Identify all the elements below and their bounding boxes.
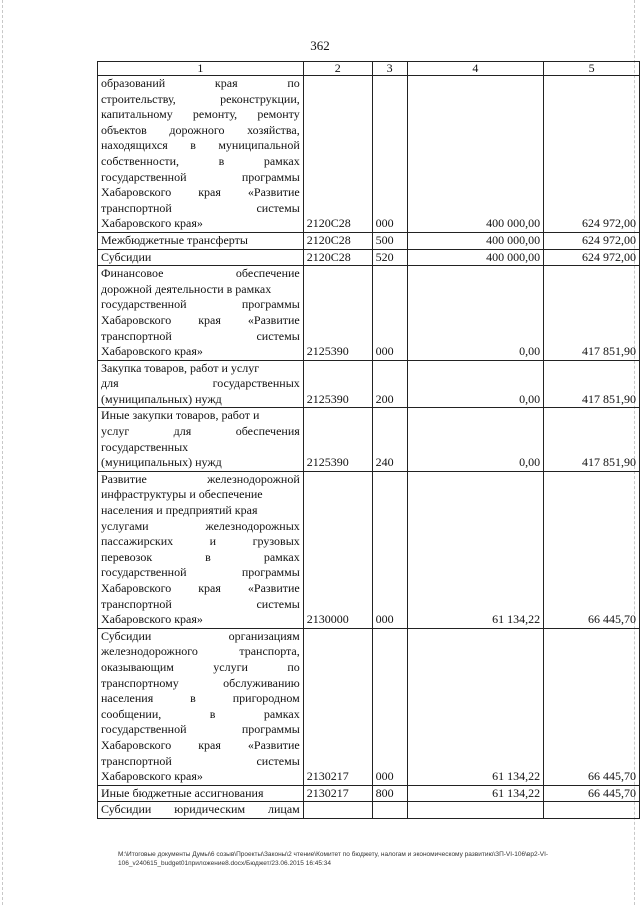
- description-line: [101, 597, 300, 613]
- footer-line-1: М:\Итоговые документы Думы\6 созыв\Проекты\Законы\2 чтение\Комитет по бюджету, налогам и экономическому развитию\ЗП-VI-106\вр2-VI-: [118, 851, 549, 858]
- description-word: программы: [241, 565, 300, 580]
- description-word: системы: [256, 200, 300, 215]
- description-word: ремонту,: [192, 107, 238, 122]
- description-word: в: [218, 153, 225, 168]
- table-row: [98, 785, 640, 802]
- description-word: «Развитие: [247, 737, 300, 752]
- description-word: края: [198, 312, 221, 327]
- description-line: [101, 581, 300, 597]
- column-header-4: 4: [407, 62, 544, 76]
- amount-column-5: 624 972,00: [544, 76, 640, 233]
- description-line: [101, 376, 300, 392]
- description-line: [101, 738, 300, 754]
- description-word: железнодорожных: [205, 518, 300, 533]
- amount-column-5: 66 445,70: [544, 628, 640, 785]
- amount-column-5: 624 972,00: [544, 232, 640, 249]
- description-word: обслуживанию: [223, 675, 300, 690]
- amount-column-5: 66 445,70: [544, 471, 640, 628]
- description-word: инфраструктуры и обеспечение: [101, 487, 263, 502]
- description-word: рамках: [263, 549, 300, 564]
- description-word: программы: [241, 297, 300, 312]
- amount-column-4: 61 134,22: [407, 628, 544, 785]
- description-word: Субсидии: [101, 802, 152, 817]
- description-line: [101, 250, 300, 266]
- description-line: [101, 154, 300, 170]
- description-word: лицам: [267, 802, 300, 817]
- description-word: края: [198, 185, 221, 200]
- target-article-code: 2125390: [303, 266, 372, 361]
- description-word: Субсидии: [101, 249, 152, 264]
- description-line: [101, 487, 300, 503]
- description-word: государственных: [101, 439, 189, 454]
- expense-type-code: 500: [372, 232, 407, 249]
- description-line: [101, 138, 300, 154]
- description-word: системы: [256, 596, 300, 611]
- description-word: пригородном: [232, 691, 300, 706]
- target-article-code: 2130217: [303, 628, 372, 785]
- description-word: программы: [241, 722, 300, 737]
- description-word: государственной: [101, 565, 187, 580]
- description-word: Иные закупки товаров, работ и: [101, 408, 260, 423]
- description-line: [101, 408, 300, 424]
- expense-type-code: 000: [372, 628, 407, 785]
- description-word: государственной: [101, 169, 187, 184]
- description-word: государственной: [101, 722, 187, 737]
- row-description: [98, 628, 304, 785]
- description-line: [101, 691, 300, 707]
- description-word: услуги: [213, 659, 248, 674]
- description-line: [101, 722, 300, 738]
- row-description: [98, 360, 304, 408]
- description-word: хозяйства,: [247, 122, 300, 137]
- description-word: для: [101, 376, 119, 391]
- amount-column-4: 61 134,22: [407, 785, 544, 802]
- row-description: [98, 802, 304, 819]
- row-description: [98, 408, 304, 471]
- row-description: [98, 266, 304, 361]
- file-path-footer: [118, 851, 618, 868]
- table-row: [98, 471, 640, 628]
- description-word: Иные бюджетные ассигнования: [101, 785, 264, 800]
- description-word: Хабаровского края»: [101, 612, 203, 627]
- description-line: [101, 107, 300, 123]
- description-word: для: [173, 424, 192, 439]
- table-row: [98, 360, 640, 408]
- description-word: собственности,: [101, 153, 180, 168]
- description-word: Субсидии: [101, 628, 152, 643]
- description-line: [101, 266, 300, 282]
- description-word: населения: [101, 691, 154, 706]
- expense-type-code: 200: [372, 360, 407, 408]
- description-line: [101, 786, 300, 802]
- description-word: Развитие: [101, 471, 147, 486]
- description-word: системы: [256, 328, 300, 343]
- description-word: края: [198, 581, 221, 595]
- description-word: железнодорожного: [101, 644, 198, 659]
- description-word: Хабаровского края»: [101, 216, 203, 231]
- description-line: [101, 392, 300, 408]
- column-header-2: 2: [303, 62, 372, 76]
- footer-line-2: 106_v240615_budget01приложение8.docx/Бюджет/23.06.2015 16:45:34: [118, 859, 332, 867]
- description-line: [101, 802, 300, 818]
- description-word: (муниципальных) нужд: [101, 455, 222, 470]
- target-article-code: 2130000: [303, 471, 372, 628]
- table-row: [98, 802, 640, 819]
- description-line: [101, 565, 300, 581]
- description-line: [101, 233, 300, 249]
- description-line: [101, 92, 300, 108]
- description-line: [101, 455, 300, 471]
- expense-type-code: 240: [372, 408, 407, 471]
- description-word: «Развитие: [247, 185, 300, 200]
- target-article-code: [303, 802, 372, 819]
- description-line: [101, 361, 300, 377]
- target-article-code: 2125390: [303, 408, 372, 471]
- amount-column-4: 400 000,00: [407, 76, 544, 233]
- description-line: [101, 644, 300, 660]
- description-word: юридическим: [174, 802, 246, 817]
- expense-type-code: [372, 802, 407, 819]
- description-line: [101, 297, 300, 313]
- description-word: края: [198, 737, 221, 752]
- description-word: перевозок: [101, 549, 153, 564]
- description-word: обеспечения: [235, 424, 300, 439]
- description-line: [101, 534, 300, 550]
- row-description: [98, 232, 304, 249]
- description-word: транспортной: [101, 328, 172, 343]
- description-word: рамках: [263, 153, 300, 168]
- description-word: железнодорожной: [207, 471, 300, 486]
- description-line: [101, 424, 300, 440]
- amount-column-5: 417 851,90: [544, 266, 640, 361]
- description-word: дорожного: [169, 122, 225, 137]
- budget-table: [97, 61, 640, 819]
- table-row: [98, 76, 640, 233]
- description-line: [101, 676, 300, 692]
- description-line: [101, 612, 300, 628]
- description-word: сообщении,: [101, 706, 162, 721]
- description-word: и: [209, 534, 217, 549]
- description-word: Финансовое: [101, 266, 164, 281]
- amount-column-4: 400 000,00: [407, 249, 544, 266]
- description-word: капитальному: [101, 107, 173, 122]
- description-line: [101, 329, 300, 345]
- table-row: [98, 232, 640, 249]
- description-word: транспорта,: [239, 644, 300, 659]
- description-line: [101, 440, 300, 456]
- description-line: [101, 185, 300, 201]
- description-word: населения и предприятий края: [101, 503, 258, 518]
- description-word: «Развитие: [247, 312, 300, 327]
- description-word: транспортному: [101, 675, 179, 690]
- description-word: Хабаровского: [101, 312, 172, 327]
- row-description: [98, 76, 304, 233]
- expense-type-code: 800: [372, 785, 407, 802]
- description-line: [101, 216, 300, 232]
- description-word: транспортной: [101, 200, 172, 215]
- amount-column-5: 624 972,00: [544, 249, 640, 266]
- description-word: Закупка товаров, работ и услуг: [101, 360, 260, 375]
- amount-column-5: [544, 802, 640, 819]
- description-word: находящихся: [101, 138, 168, 153]
- description-word: в: [190, 691, 196, 706]
- description-word: организациям: [228, 628, 300, 643]
- description-word: ремонту: [257, 107, 300, 122]
- description-word: объектов: [101, 122, 147, 137]
- row-description: [98, 471, 304, 628]
- description-word: Хабаровского края»: [101, 769, 203, 784]
- amount-column-4: 0,00: [407, 408, 544, 471]
- expense-type-code: 520: [372, 249, 407, 266]
- expense-type-code: 000: [372, 76, 407, 233]
- expense-type-code: 000: [372, 471, 407, 628]
- description-word: Межбюджетные трансферты: [101, 232, 248, 247]
- amount-column-4: 61 134,22: [407, 471, 544, 628]
- description-word: Хабаровского края»: [101, 344, 203, 359]
- description-line: [101, 550, 300, 566]
- description-line: [101, 754, 300, 770]
- amount-column-5: 66 445,70: [544, 785, 640, 802]
- amount-column-4: 0,00: [407, 266, 544, 361]
- column-header-5: 5: [544, 62, 640, 76]
- description-word: муниципальной: [218, 138, 300, 153]
- description-word: по: [287, 76, 300, 90]
- column-header-3: 3: [372, 62, 407, 76]
- description-word: государственной: [101, 297, 187, 312]
- description-word: по: [287, 659, 300, 674]
- column-header-1: 1: [98, 62, 304, 76]
- description-word: пассажирских: [101, 534, 174, 549]
- row-description: [98, 785, 304, 802]
- target-article-code: 2120С28: [303, 76, 372, 233]
- description-word: образований: [101, 76, 166, 90]
- amount-column-4: 0,00: [407, 360, 544, 408]
- target-article-code: 2120С28: [303, 249, 372, 266]
- description-line: [101, 472, 300, 488]
- description-line: [101, 313, 300, 329]
- description-word: грузовых: [252, 534, 300, 549]
- description-word: системы: [256, 753, 300, 768]
- description-word: в: [190, 138, 196, 153]
- target-article-code: 2125390: [303, 360, 372, 408]
- description-line: [101, 519, 300, 535]
- description-line: [101, 707, 300, 723]
- description-word: в: [209, 706, 216, 721]
- description-line: [101, 282, 300, 298]
- expense-type-code: 000: [372, 266, 407, 361]
- target-article-code: 2130217: [303, 785, 372, 802]
- table-header-row: [98, 62, 640, 76]
- table-row: [98, 249, 640, 266]
- description-line: [101, 344, 300, 360]
- description-line: [101, 769, 300, 785]
- description-word: транспортной: [101, 596, 172, 611]
- description-word: строительству,: [101, 91, 176, 106]
- description-word: рамках: [263, 706, 300, 721]
- description-word: Хабаровского: [101, 185, 172, 200]
- row-description: [98, 249, 304, 266]
- page-number: 362: [310, 38, 330, 53]
- table-row: [98, 628, 640, 785]
- table-row: [98, 408, 640, 471]
- description-word: обеспечение: [235, 266, 300, 281]
- description-word: оказывающим: [101, 659, 174, 674]
- description-word: реконструкции,: [220, 91, 300, 106]
- description-line: [101, 660, 300, 676]
- description-word: услугами: [101, 518, 149, 533]
- description-word: транспортной: [101, 753, 172, 768]
- description-line: [101, 76, 300, 92]
- amount-column-5: 417 851,90: [544, 360, 640, 408]
- description-line: [101, 503, 300, 519]
- description-word: «Развитие: [247, 581, 300, 595]
- description-word: края: [214, 76, 238, 90]
- description-word: в: [205, 549, 211, 564]
- amount-column-5: 417 851,90: [544, 408, 640, 471]
- description-line: [101, 629, 300, 645]
- amount-column-4: [407, 802, 544, 819]
- amount-column-4: 400 000,00: [407, 232, 544, 249]
- table-row: [98, 266, 640, 361]
- description-word: услуг: [101, 424, 130, 439]
- description-line: [101, 170, 300, 186]
- description-word: дорожной деятельности в рамках: [101, 281, 272, 296]
- description-line: [101, 123, 300, 139]
- target-article-code: 2120С28: [303, 232, 372, 249]
- description-word: государственных: [212, 376, 300, 391]
- description-word: программы: [241, 169, 300, 184]
- description-line: [101, 201, 300, 217]
- description-word: Хабаровского: [101, 737, 172, 752]
- description-word: Хабаровского: [101, 581, 172, 595]
- description-word: (муниципальных) нужд: [101, 391, 222, 406]
- scan-edge-left: [2, 0, 4, 905]
